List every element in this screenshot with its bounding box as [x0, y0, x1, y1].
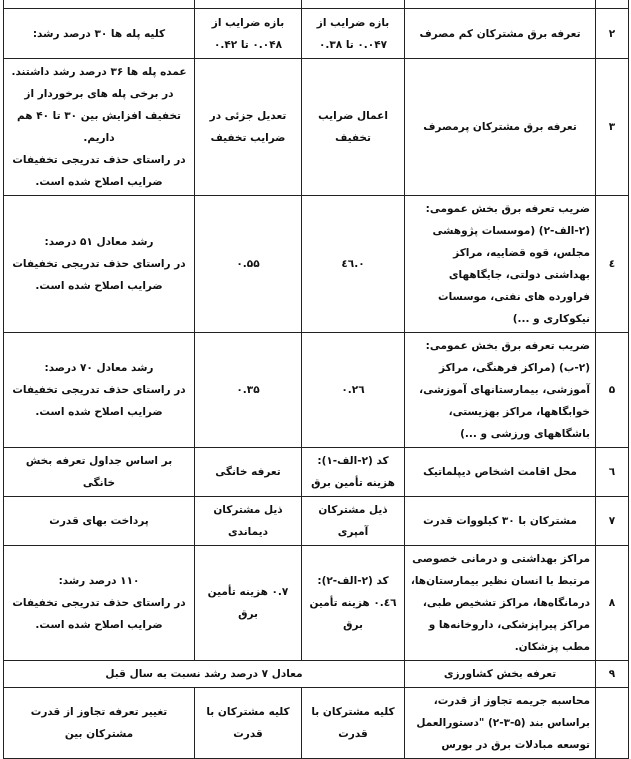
change-note: تغییر تعرفه تجاوز از قدرت مشترکان بین	[4, 688, 195, 759]
change-note	[4, 196, 195, 333]
new-value: تعدیل جزئی در ضرایب تخفیف	[195, 59, 302, 196]
change-note	[4, 59, 195, 196]
table-row	[4, 9, 629, 59]
previous-value: کد (۲-الف-۱): هزینه تأمین برق	[302, 448, 405, 497]
table-row	[4, 546, 629, 661]
row-number: ۷	[596, 497, 629, 546]
note-line: رشد معادل ۷۰ درصد:	[44, 362, 154, 374]
row-description: تعرفه برق مشترکان کم مصرف	[405, 9, 596, 59]
row-description: تعرفه برق مشترکان پرمصرف	[405, 59, 596, 196]
row-description: تعرفه بخش کشاورزی	[405, 661, 596, 688]
new-value: کلیه مشترکان با قدرت	[195, 688, 302, 759]
previous-value: کد (۲-الف-۲): ۰.٤٦ هزینه تأمین برق	[302, 546, 405, 661]
change-note	[4, 333, 195, 448]
row-description: مشترکان با ۳۰ کیلووات قدرت	[405, 497, 596, 546]
row-number: ۸	[596, 546, 629, 661]
row-number: ۵	[596, 333, 629, 448]
table-row	[4, 59, 629, 196]
new-value: تعرفه خانگی	[195, 448, 302, 497]
note-line: در راستای حذف تدریجی تخفیفات ضرایب اصلاح شده است.	[12, 597, 186, 631]
previous-value: بازه ضرایب از ۰.۰۴۷ تا ۰.۳۸	[302, 9, 405, 59]
tariff-table	[3, 0, 629, 759]
previous-value: اعمال ضرایب تخفیف	[302, 59, 405, 196]
table-row	[4, 688, 629, 759]
previous-value: ۰.۲٦	[302, 333, 405, 448]
table-row	[4, 196, 629, 333]
note-line: در راستای حذف تدریجی تخفیفات ضرایب اصلاح شده است.	[12, 154, 186, 188]
change-note	[4, 546, 195, 661]
note-line: در راستای حذف تدریجی تخفیفات ضرایب اصلاح شده است.	[12, 258, 186, 292]
change-note: پرداخت بهای قدرت	[4, 497, 195, 546]
new-value: بازه ضرایب از ۰.۰۴۸ تا ۰.۴۲	[195, 9, 302, 59]
new-value: ۰.۵۵	[195, 196, 302, 333]
table-row	[4, 497, 629, 546]
table-row	[4, 661, 629, 688]
row-number	[596, 688, 629, 759]
change-note: کلیه پله ها ۳۰ درصد رشد:	[4, 9, 195, 59]
table-row	[4, 0, 629, 9]
row-number: ٤	[596, 196, 629, 333]
note-line: رشد معادل ۵۱ درصد:	[44, 236, 154, 248]
row-description: ضریب تعرفه برق بخش عمومی: (۲-الف-۲) (موسسات پژوهشی مجلس، قوه قضاییه، مراکز بهداشتی دولتی، جایگاههای فراورده های نفتی، موسسات نیکوکاری و ...)	[405, 196, 596, 333]
row-number: ٦	[596, 448, 629, 497]
row-description: مراکز بهداشتی و درمانی خصوصی مرتبط با انسان نظیر بیمارستان‌ها، درمانگاه‌ها، مراکز تشخیص طبی، مراکز پیراپزشکی، داروخانه‌ها و مطب پزشکان.	[405, 546, 596, 661]
table-row	[4, 448, 629, 497]
row-number: ۲	[596, 9, 629, 59]
note-line: ۱۱۰ درصد رشد:	[58, 575, 140, 587]
new-value: ۰.۳۵	[195, 333, 302, 448]
note-line: در راستای حذف تدریجی تخفیفات ضرایب اصلاح شده است.	[12, 384, 186, 418]
new-value: ۰.۷ هزینه تأمین برق	[195, 546, 302, 661]
change-note: بر اساس جداول تعرفه بخش خانگی	[4, 448, 195, 497]
table-row	[4, 333, 629, 448]
note-line: عمده پله ها ۳۶ درصد رشد داشتند. در برخی پله های برخوردار از تخفیف افزایش بین ۳۰ تا ۴۰ هم داریم.	[11, 66, 187, 144]
row-description: محل اقامت اشخاص دیپلماتیک	[405, 448, 596, 497]
previous-value: ذیل مشترکان آمپری	[302, 497, 405, 546]
previous-value: ۰.٤٦	[302, 196, 405, 333]
new-value: ذیل مشترکان دیماندی	[195, 497, 302, 546]
row-number: ۳	[596, 59, 629, 196]
merged-note: معادل ۷ درصد رشد نسبت به سال قبل	[4, 661, 405, 688]
row-description: ضریب تعرفه برق بخش عمومی: (۲-ب) (مراکز فرهنگی، مراکز آموزشی، بیمارستانهای آموزشی، خوابگاهها، مراکز بهزیستی، باشگاههای ورزشی و ...)	[405, 333, 596, 448]
row-description: محاسبه جریمه تجاوز از قدرت، براساس بند (۵-۳-۲) "دستورالعمل توسعه مبادلات برق در بورس	[405, 688, 596, 759]
previous-value: کلیه مشترکان با قدرت	[302, 688, 405, 759]
row-number: ۹	[596, 661, 629, 688]
